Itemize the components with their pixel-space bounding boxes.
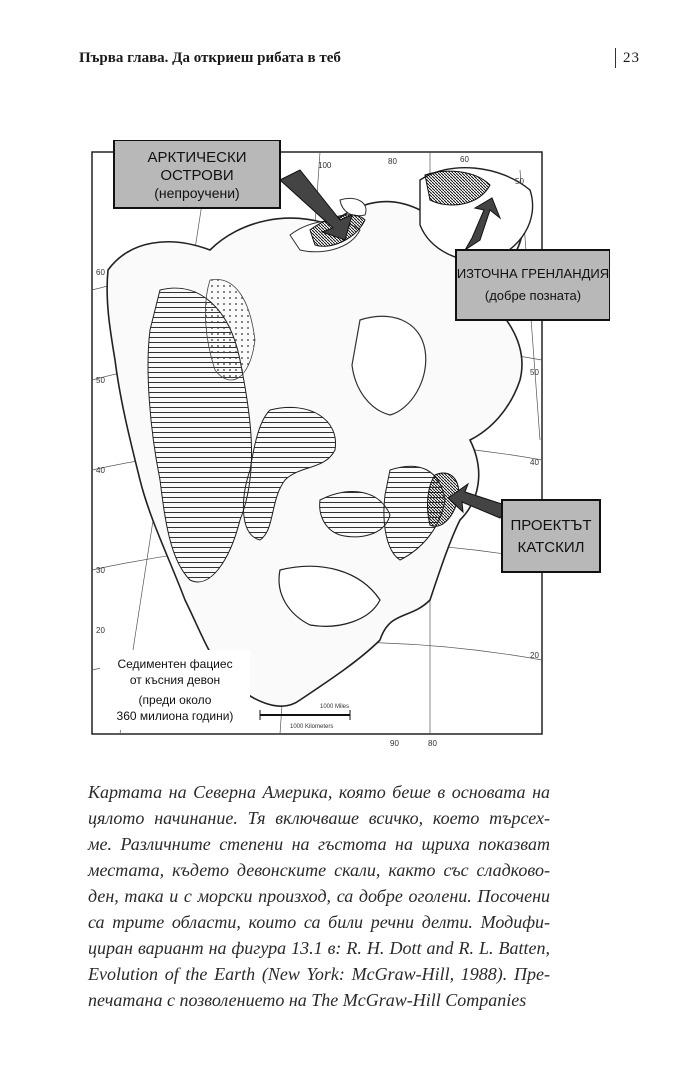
lat-label-20: 20 (96, 626, 105, 635)
legend-line4: 360 милиона години) (116, 709, 234, 723)
caption-line: са трите области, които са били речни делти. Модифи- (88, 912, 550, 932)
lat-label-30: 30 (96, 566, 105, 575)
caption-line: местата, където девонските скали, както със сладково- (88, 860, 550, 880)
caption-line: Evolution of the Earth (New York: McGraw-Hill, 1988). Пре- (88, 964, 550, 984)
lat-label-50: 50 (96, 376, 105, 385)
caption-line: ме. Различните степени на гъстота на щриха показват (88, 834, 550, 854)
scale-miles-label: 1000 Miles (320, 704, 350, 710)
lon-label-80: 80 (388, 157, 397, 166)
caption-line: цялото начинание. Тя включваше всичко, което търсех- (88, 808, 550, 828)
catskill-callout-line2: КАТСКИЛ (517, 539, 585, 556)
catskill-callout (502, 500, 600, 572)
page-number: 23 (623, 50, 640, 66)
catskill-callout-line1: ПРОЕКТЪТ (510, 517, 592, 534)
caption-line: ден, така и с морски произход, са добре оголени. Посочени (88, 886, 550, 906)
legend-line3: (преди около (138, 693, 212, 707)
lat-right-50: 50 (530, 368, 539, 377)
arctic-callout (114, 140, 280, 208)
lat-label-60: 60 (96, 268, 105, 277)
running-header-title: Първа глава. Да откриеш рибата в теб (79, 50, 341, 66)
lon-label-100: 100 (318, 161, 332, 170)
lon-label-60: 60 (460, 155, 469, 164)
lat-label-40: 40 (96, 466, 105, 475)
caption-line: Картата на Северна Америка, която беше в основата на (88, 782, 550, 802)
greenland-callout (456, 250, 610, 320)
arctic-callout-line3: (непроучени) (154, 185, 240, 201)
scale-km-label: 1000 Kilometers (290, 724, 334, 730)
north-america-devonian-map (90, 140, 610, 760)
lat-right-40: 40 (530, 458, 539, 467)
lon-bottom-90: 90 (390, 739, 399, 748)
arctic-callout-line2: ОСТРОВИ (160, 167, 234, 184)
map-legend (100, 650, 250, 730)
greenland-callout-line1: ИЗТОЧНА ГРЕНЛАНДИЯ (456, 266, 610, 281)
greenland-callout-line2: (добре позната) (484, 288, 582, 303)
lon-bottom-80: 80 (428, 739, 437, 748)
header-divider (615, 48, 616, 68)
caption-line: печатана с позволението на The McGraw-Hill Companies (88, 990, 527, 1010)
arctic-callout-line1: АРКТИЧЕСКИ (147, 149, 247, 166)
lat-right-20: 20 (530, 651, 539, 660)
legend-line2: от късния девон (129, 673, 221, 687)
figure-caption (88, 779, 550, 1013)
caption-line: циран вариант на фигура 13.1 в: R. H. Dott and R. L. Batten, (88, 938, 550, 958)
lon-label-50: 50 (515, 177, 524, 186)
legend-line1: Седиментен фациес (117, 657, 233, 671)
